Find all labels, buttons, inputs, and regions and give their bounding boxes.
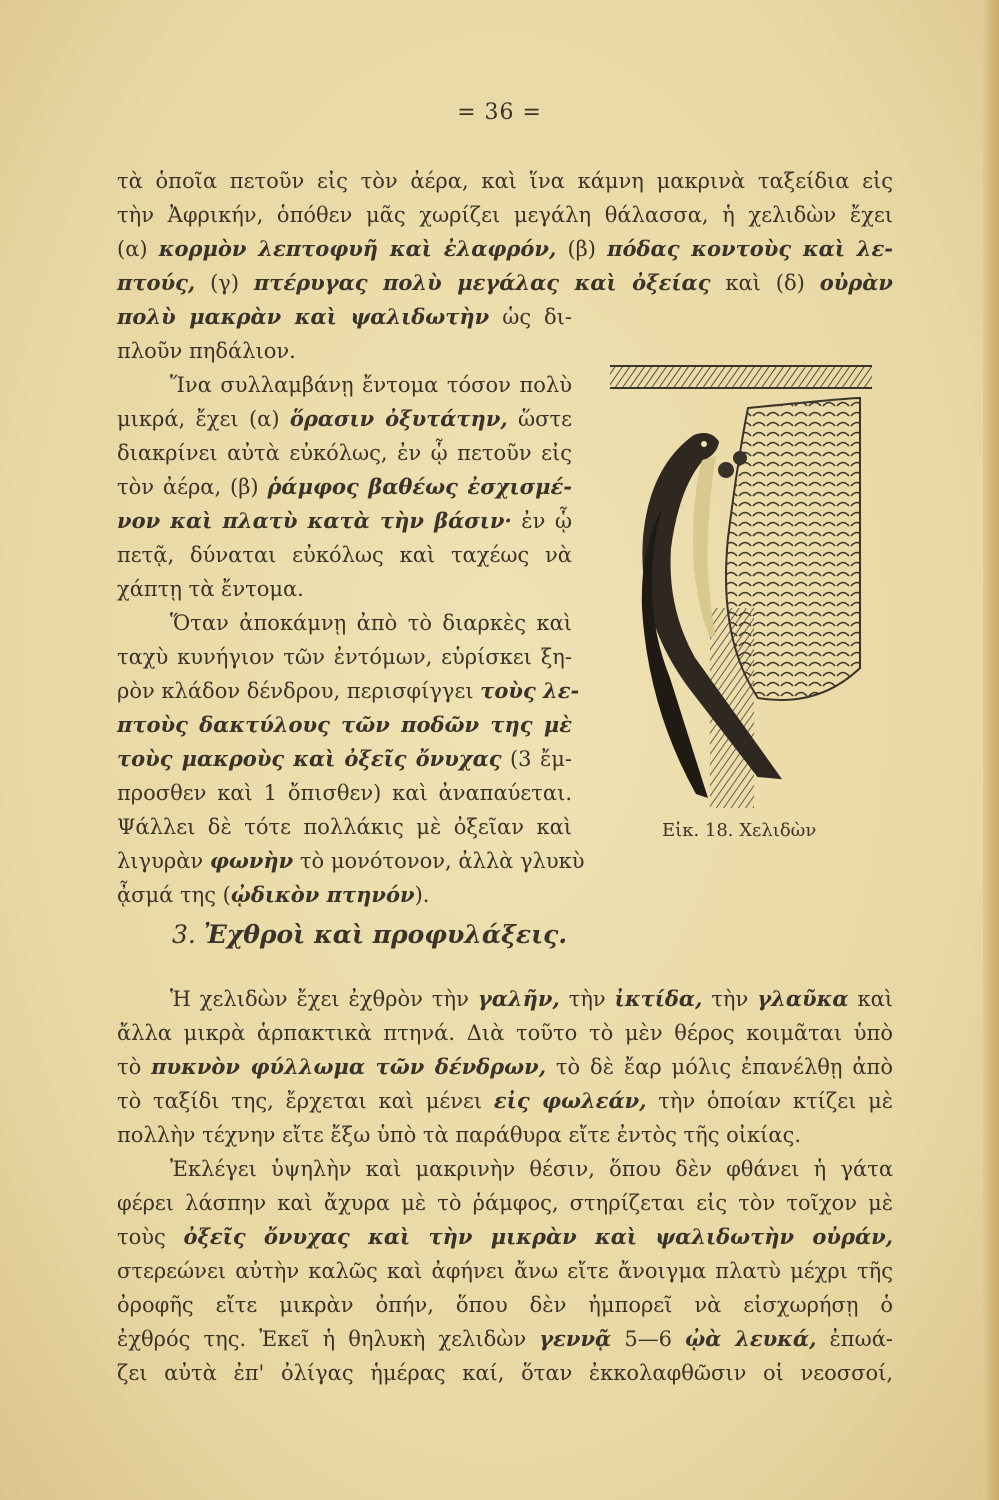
text-line: στερεώνει αὐτὴν καλῶς καὶ ἀφήνει ἄνω εἴτε ἄνοιγμα πλατὺ μέχρι τῆς	[117, 1259, 893, 1283]
text-line: Ὅταν ἀποκάμνῃ ἀπὸ τὸ διαρκὲς καὶ	[170, 611, 572, 635]
text-line: ρὸν κλάδον δένδρου, περισφίγγει τοὺς λε-	[117, 678, 580, 703]
text-line: τοὺς μακροὺς καὶ ὀξεῖς ὄνυχας (3 ἔμ-	[117, 746, 573, 771]
text-line: τοὺς ὀξεῖς ὄνυχας καὶ τὴν μικρὰν καὶ ψαλιδωτὴν οὐράν,	[117, 1224, 893, 1249]
text-line: τὸν ἀέρα, (β) ῥάμφος βαθέως ἐσχισμέ-	[117, 474, 572, 499]
text-line: ἄλλα μικρὰ ἁρπακτικὰ πτηνά. Διὰ τοῦτο τὸ μὲν θέρος κοιμᾶται ὑπὸ	[117, 1021, 893, 1045]
text-line: φέρει λάσπην καὶ ἄχυρα μὲ τὸ ῥάμφος, στηρίζεται εἰς τὸν τοῖχον μὲ	[117, 1191, 893, 1215]
swallow-figure	[598, 338, 883, 818]
text-line: ἐχθρός της. Ἐκεῖ ἡ θηλυκὴ χελιδὼν γεννᾷ 5—6 ᾠὰ λευκά, ἐπωά-	[117, 1326, 893, 1351]
page-edge	[983, 0, 999, 1500]
text-line: χάπτῃ τὰ ἔντομα.	[117, 577, 304, 601]
text-line: πετᾷ, δύναται εὐκόλως καὶ ταχέως νὰ	[117, 543, 572, 567]
text-line: πλοῦν πηδάλιον.	[117, 339, 296, 363]
text-line: ζει αὐτὰ ἐπ' ὀλίγας ἡμέρας καί, ὅταν ἐκκολαφθῶσιν οἱ νεοσσοί,	[117, 1361, 893, 1385]
text-line: τὴν Ἀφρικήν, ὁπόθεν μᾶς χωρίζει μεγάλη θάλασσα, ἡ χελιδὼν ἔχει	[117, 203, 893, 227]
text-line: τὰ ὁποῖα πετοῦν εἰς τὸν ἀέρα, καὶ ἵνα κάμνη μακρινὰ ταξείδια εἰς	[117, 169, 893, 193]
text-line: Ἵνα συλλαμβάνῃ ἔντομα τόσον πολὺ	[170, 373, 572, 397]
text-line: πτούς, (γ) πτέρυγας πολὺ μεγάλας καὶ ὀξείας καὶ (δ) οὐρὰν	[117, 270, 893, 295]
text-line: πτοὺς δακτύλους τῶν ποδῶν της μὲ	[117, 712, 572, 737]
text-line: Ψάλλει δὲ τότε πολλάκις μὲ ὀξεῖαν καὶ	[117, 815, 572, 839]
text-line: πολὺ μακρὰν καὶ ψαλιδωτὴν ὡς δι-	[117, 304, 573, 329]
text-line: τὸ πυκνὸν φύλλωμα τῶν δένδρων, τὸ δὲ ἔαρ μόλις ἐπανέλθῃ ἀπὸ	[117, 1054, 893, 1079]
text-line: ταχὺ κυνήγιον τῶν ἐντόμων, εὑρίσκει ξη-	[117, 645, 572, 669]
text-line: ᾆσμά της (ᾠδικὸν πτηνόν).	[117, 882, 430, 907]
text-line: προσθεν καὶ 1 ὄπισθεν) καὶ ἀναπαύεται.	[117, 781, 572, 805]
figure-caption: Εἰκ. 18. Χελιδὼν	[662, 820, 817, 841]
text-line: λιγυρὰν φωνὴν τὸ μονότονον, ἀλλὰ γλυκὺ	[117, 848, 585, 873]
text-line: (α) κορμὸν λεπτοφυῆ καὶ ἐλαφρόν, (β) πόδας κοντοὺς καὶ λε-	[117, 236, 894, 261]
text-line: Ἡ χελιδὼν ἔχει ἐχθρὸν τὴν γαλῆν, τὴν ἰκτίδα, τὴν γλαῦκα καὶ	[170, 986, 893, 1011]
text-line: Ἐκλέγει ὑψηλὴν καὶ μακρινὴν θέσιν, ὅπου δὲν φθάνει ἡ γάτα	[170, 1157, 893, 1181]
text-line: νον καὶ πλατὺ κατὰ τὴν βάσιν· ἐν ᾧ	[117, 508, 572, 533]
text-line: πολλὴν τέχνην εἴτε ἔξω ὑπὸ τὰ παράθυρα εἴτε ἐντὸς τῆς οἰκίας.	[117, 1123, 802, 1147]
swallow-illustration	[598, 338, 883, 818]
text-line: διακρίνει αὐτὰ εὐκόλως, ἐν ᾧ πετοῦν εἰς	[117, 441, 572, 465]
text-line: ὀροφῆς εἴτε μικρὰν ὀπήν, ὅπου δὲν ἠμπορεῖ νὰ εἰσχωρήσῃ ὁ	[117, 1293, 893, 1317]
page-number: = 36 =	[457, 100, 542, 125]
section-title: 3. Ἐχθροὶ καὶ προφυλάξεις.	[172, 920, 568, 949]
text-line: τὸ ταξίδι της, ἔρχεται καὶ μένει εἰς φωλεάν, τὴν ὁποίαν κτίζει μὲ	[117, 1088, 894, 1113]
text-line: μικρά, ἔχει (α) ὅρασιν ὀξυτάτην, ὥστε	[117, 406, 572, 431]
